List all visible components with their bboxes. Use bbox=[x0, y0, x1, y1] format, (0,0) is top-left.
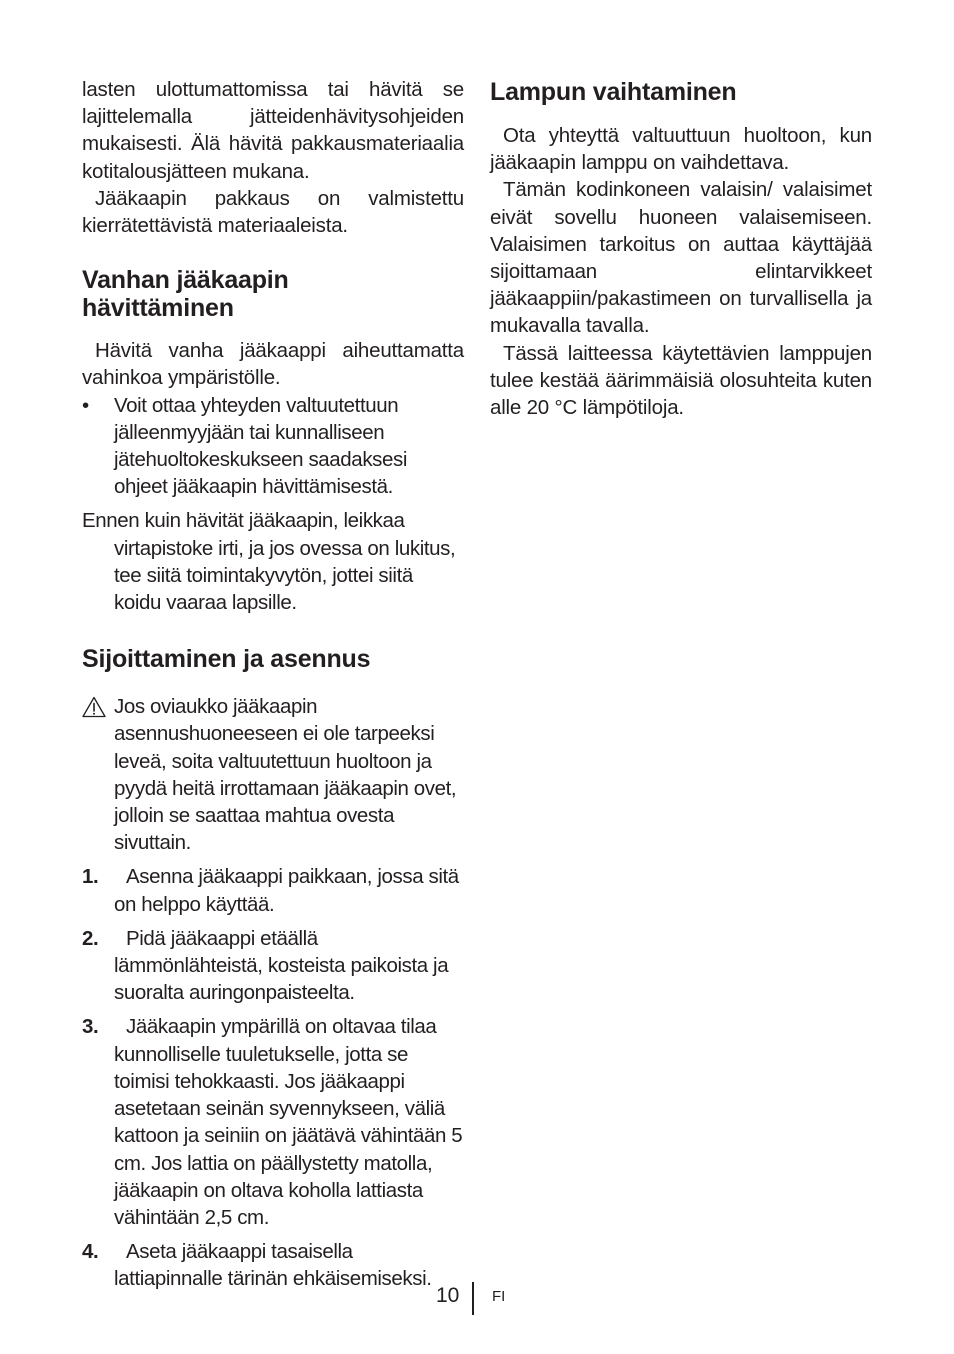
right-column bbox=[490, 76, 872, 421]
page-number: 10 bbox=[436, 1284, 460, 1307]
paragraph-lamp-conditions: Tässä laitteessa käytettävien lamppujen tulee kestää äärimmäisiä olosuhteita kuten alle 20 °C lämpötiloja. bbox=[490, 341, 872, 420]
page-footer bbox=[0, 1282, 954, 1316]
paragraph-packaging-disposal: lasten ulottumattomissa tai hävitä se lajittelemalla jätteidenhävitysohjeiden mukaisesti. Älä hävitä pakkausmateriaalia kotitalousjätteen mukana. bbox=[82, 78, 464, 183]
heading-old-fridge-line2: hävittäminen bbox=[82, 294, 234, 323]
step-number: 1. bbox=[82, 865, 99, 889]
step-text: Aseta jääkaappi tasaisella lattiapinnalle tärinän ehkäisemiseksi. bbox=[114, 1240, 432, 1291]
step-number: 3. bbox=[82, 1015, 99, 1039]
warning-triangle-icon bbox=[82, 696, 106, 718]
warning-text: Jos oviaukko jääkaapin asennushuoneeseen ei ole tarpeeksi leveä, soita valtuutettuun huoltoon ja pyydä heitä irrottamaan jääkaapin ovet, jolloin se saattaa mahtua ovesta sivuttain. bbox=[114, 695, 457, 855]
paragraph-packaging-recyclable: Jääkaapin pakkaus on valmistettu kierrätettävistä materiaaleista. bbox=[82, 186, 464, 238]
bullet-item-contact-dealer bbox=[82, 392, 464, 501]
step-3 bbox=[82, 1013, 464, 1231]
step-2 bbox=[82, 925, 464, 1007]
step-text: Jääkaapin ympärillä on oltavaa tilaa kunnolliselle tuuletukselle, jotta se toimisi tehokkaasti. Jos jääkaappi asetetaan seinän syvennykseen, väliä kattoon ja seiniin on jäätävä vähintään 5 cm. Jos lattia on päällystetty matolla, jääkaapin on oltava koholla lattiasta vähintään 2,5 cm. bbox=[114, 1015, 463, 1229]
paragraph-cut-plug: Ennen kuin hävität jääkaapin, leikkaa virtapistoke irti, ja jos ovessa on lukitus, tee siitä toimintakyvytön, jottei siitä koidu vaaraa lapsille. bbox=[82, 509, 456, 615]
step-number: 4. bbox=[82, 1240, 99, 1264]
heading-installation: Sijoittaminen ja asennus bbox=[82, 645, 371, 674]
paragraph-dispose-old: Hävitä vanha jääkaappi aiheuttamatta vahinkoa ympäristölle. bbox=[82, 339, 464, 390]
language-code: FI bbox=[492, 1288, 506, 1305]
step-text: Pidä jääkaappi etäällä lämmönlähteistä, kosteista paikoista ja suoralta auringonpaisteelta. bbox=[114, 926, 449, 1005]
step-1 bbox=[82, 863, 464, 917]
heading-lamp-replacement: Lampun vaihtaminen bbox=[490, 78, 737, 106]
step-number: 2. bbox=[82, 926, 99, 950]
bullet-text: Voit ottaa yhteyden valtuutettuun jälleenmyyjään tai kunnalliseen jätehuoltokeskukseen saadaksesi ohjeet jääkaapin hävittämisestä. bbox=[114, 393, 408, 499]
footer-divider bbox=[472, 1282, 474, 1315]
warning-note bbox=[82, 693, 464, 856]
left-column bbox=[82, 76, 464, 1293]
bullet-icon: • bbox=[82, 393, 89, 417]
paragraph-lamp-purpose: Tämän kodinkoneen valaisin/ valaisimet eivät sovellu huoneen valaisemiseen. Valaisimen tarkoitus on auttaa käyttäjää sijoittamaan elintarvikkeet jääkaappiin/pakastimeen on turvallisella ja mukavalla tavalla. bbox=[490, 178, 872, 338]
paragraph-lamp-contact: Ota yhteyttä valtuuttuun huoltoon, kun jääkaapin lamppu on vaihdettava. bbox=[490, 124, 872, 175]
step-text: Asenna jääkaappi paikkaan, jossa sitä on helppo käyttää. bbox=[114, 865, 459, 916]
heading-old-fridge-disposal bbox=[82, 266, 464, 322]
heading-old-fridge-line1: Vanhan jääkaapin bbox=[82, 266, 289, 295]
